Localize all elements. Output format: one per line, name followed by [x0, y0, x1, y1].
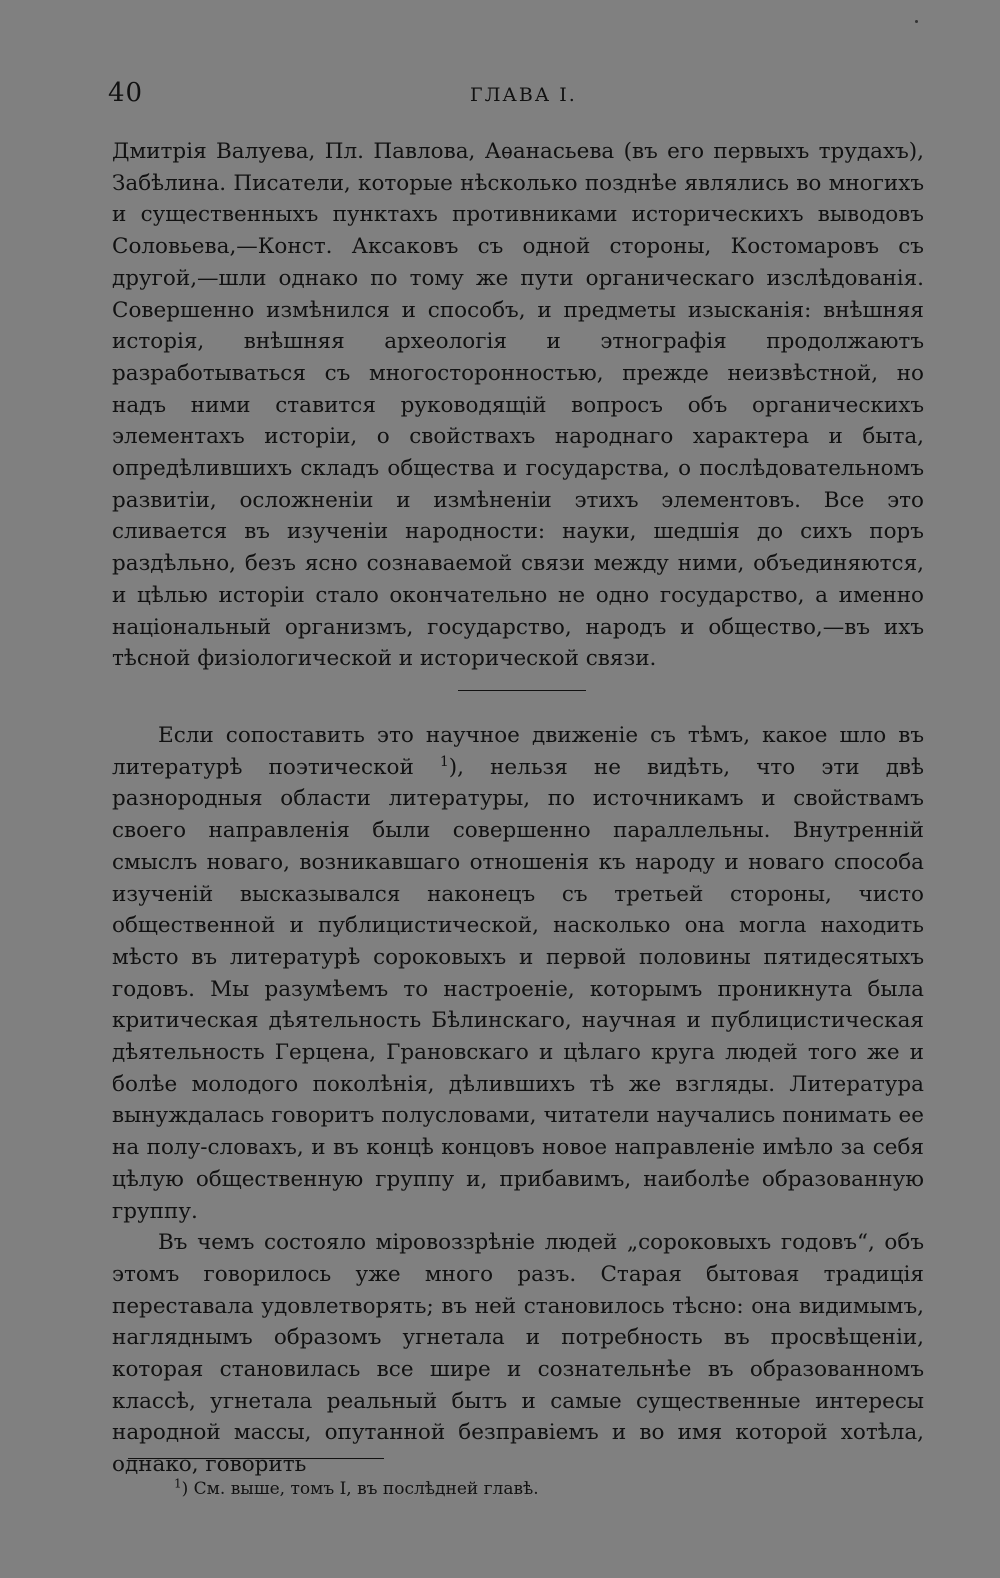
- running-head: ГЛАВА I.: [470, 84, 577, 106]
- paragraph-text: ), нельзя не видѣть, что эти двѣ разнородныя области литературы, по источникамъ и свойствамъ своего направленія были совершенно параллельны. Внутренній смыслъ новаго, возникавшаго отношенія къ народу и новаго способа изученій высказывался наконецъ съ третьей стороны, чисто общественной и публицистической, насколько она могла находить мѣсто въ литературѣ сороковыхъ и первой половины пятидесятыхъ годовъ. Мы разумѣемъ то настроеніе, которымъ проникнута была критическая дѣятельность Бѣлинскаго, научная и публицистическая дѣятельность Герцена, Грановскаго и цѣлаго круга людей того же и болѣе молодого поколѣнія, дѣлившихъ тѣ же взгляды. Литература вынуждалась говоритъ полусловами, читатели научались понимать ее на полу-словахъ, и въ концѣ концовъ новое направленіе имѣло за себя цѣлую общественную группу и, прибавимъ, наиболѣе образованную группу.: [112, 754, 925, 1224]
- paragraph-comparison: [112, 720, 924, 1227]
- paragraph-continued: Дмитрія Валуева, Пл. Павлова, Аѳанасьева (въ его первыхъ трудахъ), Забѣлина. Писатели, которые нѣсколько позднѣе являлись во многихъ и существенныхъ пунктахъ противниками историческихъ выводовъ Соловьева,—Конст. Аксаковъ съ одной стороны, Костомаровъ съ другой,—шли однако по тому же пути органическаго изслѣдованія. Совершенно измѣнился и способъ, и предметы изысканія: внѣшняя исторія, внѣшняя археологія и этнографія продолжаютъ разработываться съ многосторонностью, прежде неизвѣстной, но надъ ними ставится руководящій вопросъ объ органическихъ элементахъ исторіи, о свойствахъ народнаго характера и быта, опредѣлившихъ складъ общества и государства, о послѣдовательномъ развитіи, осложненіи и измѣненіи этихъ элементовъ. Все это сливается въ изученіи народности: науки, шедшія до сихъ поръ раздѣльно, безъ ясно сознаваемой связи между ними, объединяются, и цѣлью исторіи стало окончательно не одно государство, а именно національный организмъ, государство, народъ и общество,—въ ихъ тѣсной физіологической и исторической связи.: [112, 139, 924, 672]
- paragraph-worldview: Въ чемъ состояло міровоззрѣніе людей „сороковыхъ годовъ“, объ этомъ говорилось уже много разъ. Старая бытовая традиція переставала удовлетворять; въ ней становилось тѣсно: она видимымъ, нагляднымъ образомъ угнетала и потребность въ просвѣщеніи, которая становилась все шире и сознательнѣе въ образованномъ классѣ, угнетала реальный бытъ и самые существенные интересы народной массы, опутанной безправіемъ и во имя которой хотѣла, однако, говорить: [112, 1230, 924, 1478]
- text-block-top: [112, 136, 924, 675]
- page-header: [108, 78, 928, 110]
- page-number: 40: [108, 78, 144, 108]
- footnote-text: ) См. выше, томъ I, въ послѣдней главѣ.: [181, 1479, 539, 1499]
- footnote-rule: [128, 1458, 384, 1459]
- section-separator: [458, 690, 586, 691]
- paragraph-text: Если сопоставить это научное движеніе съ тѣмъ, какое шло въ литературѣ поэтической: [112, 723, 924, 780]
- footnote: [174, 1478, 539, 1500]
- footnote-reference[interactable]: 1: [439, 753, 449, 770]
- paper-speck: [915, 20, 918, 23]
- text-block-bottom: [112, 720, 924, 1481]
- footnote-mark: 1: [174, 1476, 182, 1491]
